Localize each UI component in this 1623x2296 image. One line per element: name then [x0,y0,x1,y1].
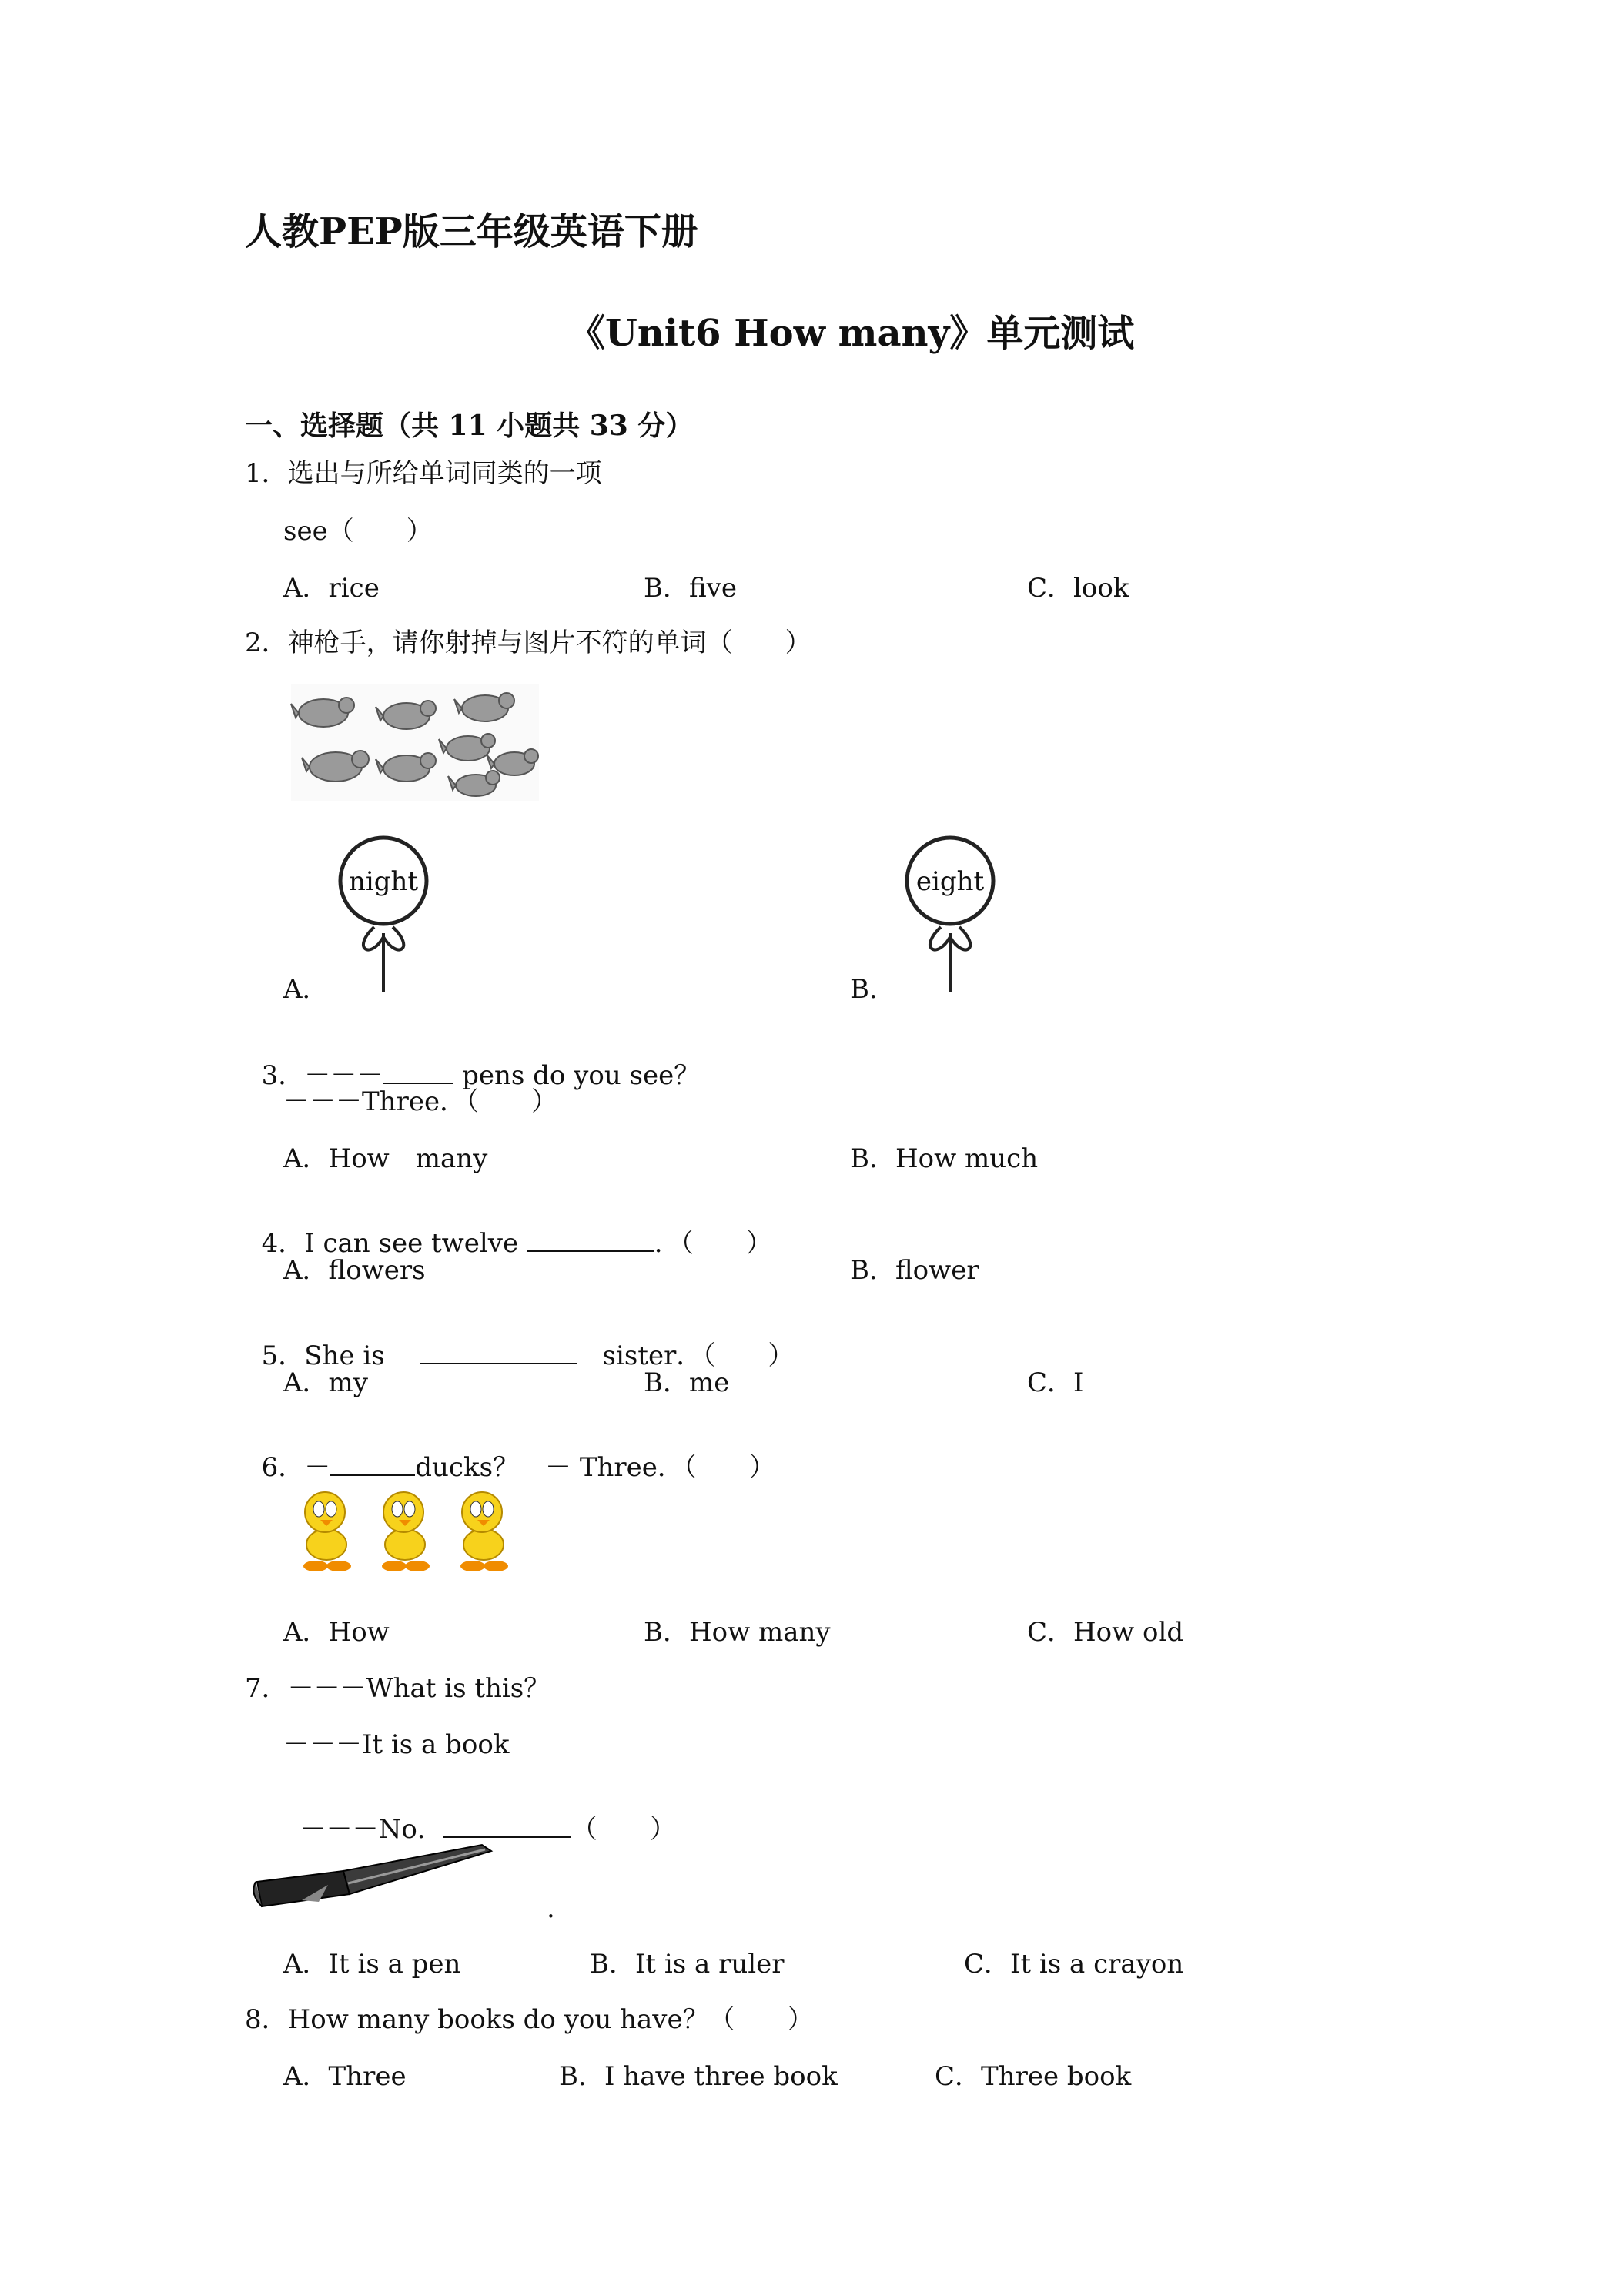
lollipop-night-image [336,833,433,993]
duck-3 [460,1492,508,1571]
q1-stem: 1．选出与所给单词同类的一项 [245,458,602,489]
q7-option-c: C．It is a crayon [964,1949,1184,1980]
page-subtitle: 《Unit6 How many》单元测试 [568,312,1135,355]
page-title: 人教PEP版三年级英语下册 [245,210,698,253]
q4-stem-suffix: ．（ ） [654,1228,772,1259]
q6-option-a: A．How [283,1617,390,1648]
q6-option-b: B．How many [644,1617,831,1648]
q1-option-a: A．rice [283,573,380,604]
q6-stem-suffix: ducks？ － Three．（ ） [415,1452,775,1483]
ducks-image [288,1480,519,1577]
q3-stem-suffix: pens do you see？ [462,1060,701,1091]
q8-stem: 8．How many books do you have？（ ） [245,2004,814,2035]
q4-blank [527,1227,654,1252]
q7-line3-suffix: （ ） [571,1814,676,1845]
q8-option-a: A．Three [283,2061,407,2092]
q1-option-b: B．five [644,573,737,604]
q2-option-b-label: B． [850,974,895,1005]
q2-stem: 2．神枪手，请你射掉与图片不符的单词（ ） [245,628,812,658]
q4-option-b: B．flower [850,1255,979,1286]
q6-stem [245,1425,775,1481]
q4-stem [245,1201,772,1257]
q5-stem [245,1314,794,1369]
q1-option-c: C．look [1027,573,1129,604]
section-heading: 一、选择题（共 11 小题共 33 分） [245,410,694,442]
q1-word: see（ ） [283,516,433,547]
q7-stem: 7．－－－What is this？ [245,1673,550,1704]
q4-stem-prefix: 4．I can see twelve [261,1228,519,1259]
q5-option-c: C．I [1027,1367,1084,1398]
q3-option-a: A．How many [283,1143,488,1174]
q5-option-a: A．my [283,1367,369,1398]
q7-dot: . [547,1893,555,1924]
q6-option-c: C．How old [1027,1617,1184,1648]
q8-option-c: C．Three book [935,2061,1132,2092]
q6-blank [330,1451,415,1476]
q7-line3-prefix: －－－No． [300,1814,443,1845]
lollipop-eight-image [902,833,999,993]
birds-image [291,684,539,801]
duck-1 [303,1492,351,1571]
q7-option-a: A．It is a pen [283,1949,461,1980]
q3-option-b: B．How much [850,1143,1039,1174]
lollipop-night-text: night [348,866,419,897]
q3-stem-prefix: 3．－－－ [261,1060,383,1091]
duck-2 [382,1492,430,1571]
lollipop-eight-text: eight [915,866,985,897]
pen-image [251,1840,496,1911]
q7-line2: －－－It is a book [283,1729,510,1760]
q7-line3 [283,1787,676,1845]
q5-blank [420,1340,577,1364]
q5-stem-prefix: 5．She is [261,1340,385,1371]
q3-answer: －－－Three．（ ） [283,1086,558,1117]
q3-blank [383,1059,453,1084]
q5-stem-suffix: sister．（ ） [602,1340,795,1371]
q5-option-b: B．me [644,1367,730,1398]
q7-option-b: B．It is a ruler [590,1949,785,1980]
q6-stem-prefix: 6．－ [261,1452,331,1483]
q2-option-a-label: A． [283,974,329,1005]
q7-blank [443,1813,571,1838]
q3-stem [245,1033,700,1089]
q8-option-b: B．I have three book [559,2061,838,2092]
q4-option-a: A．flowers [283,1255,426,1286]
